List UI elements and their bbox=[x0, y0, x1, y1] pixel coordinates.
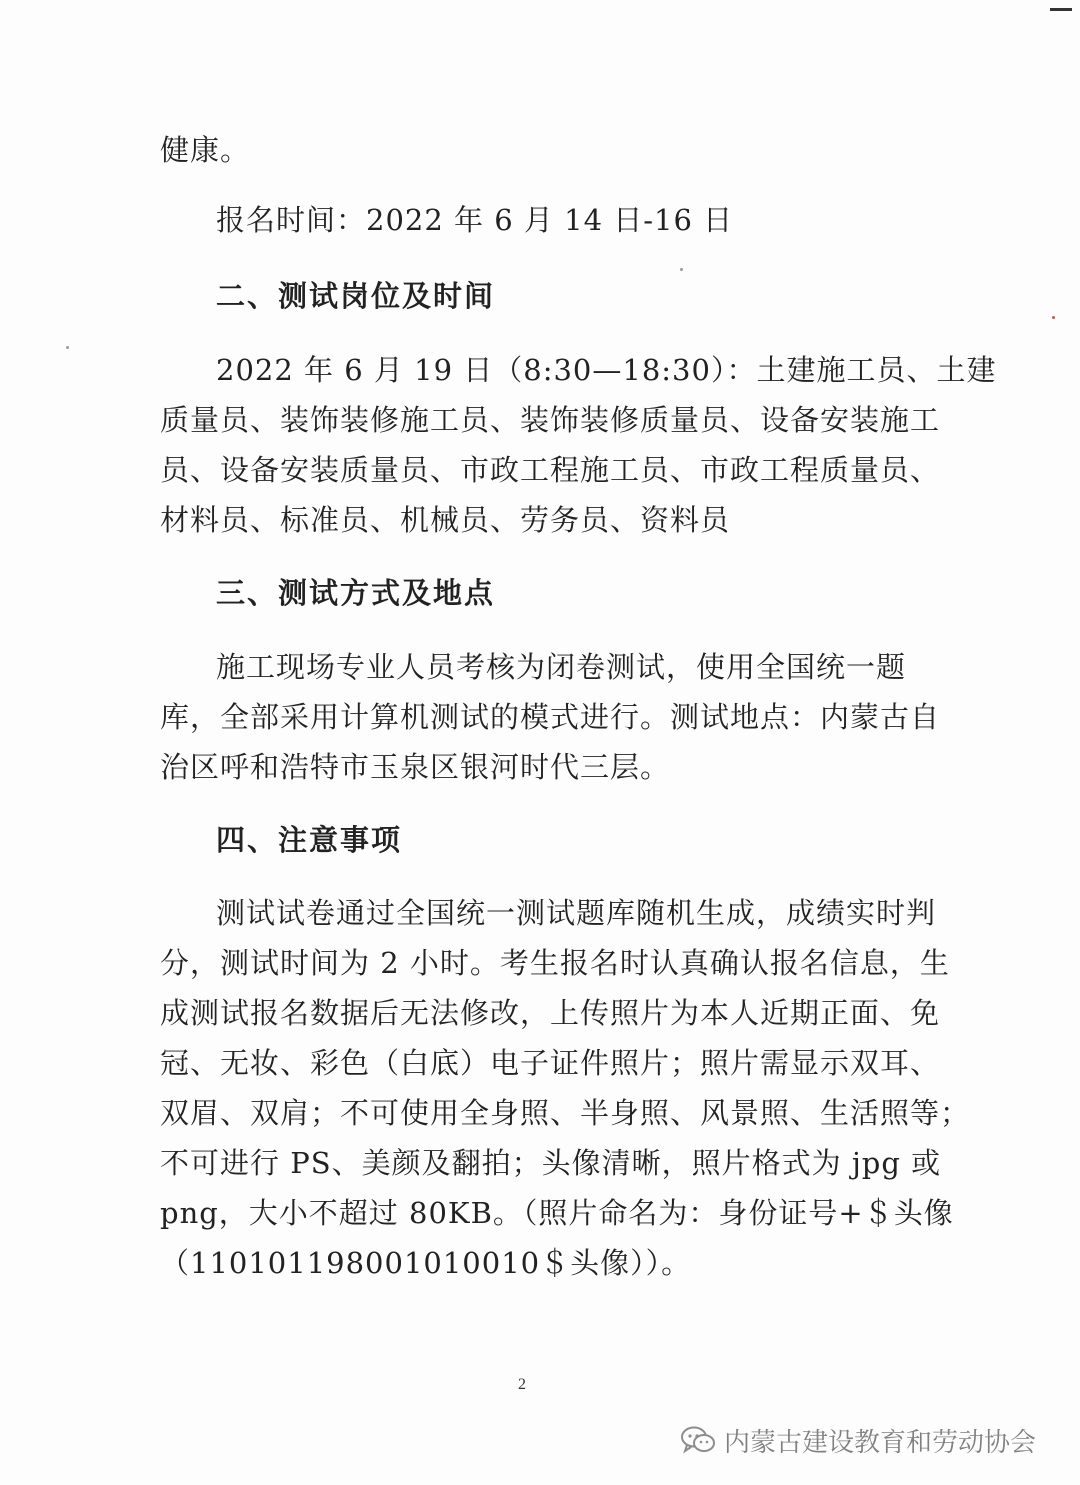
body-line: 施工现场专业人员考核为闭卷测试，使用全国统一题 bbox=[216, 650, 907, 684]
body-line: 成测试报名数据后无法修改，上传照片为本人近期正面、免 bbox=[160, 996, 941, 1030]
body-line: png，大小不超过 80KB。（照片命名为：身份证号+＄头像 bbox=[160, 1196, 954, 1230]
page-number: 2 bbox=[518, 1376, 526, 1393]
body-line: 库，全部采用计算机测试的模式进行。测试地点：内蒙古自 bbox=[160, 700, 941, 734]
scan-speck bbox=[680, 268, 683, 271]
watermark-text: 内蒙古建设教育和劳动协会 bbox=[724, 1427, 1037, 1458]
corner-mark bbox=[1050, 8, 1072, 11]
body-line: 质量员、装饰装修施工员、装饰装修质量员、设备安装施工 bbox=[160, 403, 941, 437]
wechat-icon bbox=[680, 1425, 716, 1455]
registration-time: 报名时间：2022 年 6 月 14 日-16 日 bbox=[216, 203, 734, 237]
scan-speck bbox=[1052, 316, 1055, 319]
section-heading-2: 二、测试岗位及时间 bbox=[216, 279, 496, 313]
watermark bbox=[680, 1418, 1036, 1462]
body-line: 2022 年 6 月 19 日（8:30—18:30）：土建施工员、土建 bbox=[216, 353, 997, 387]
body-line: 治区呼和浩特市玉泉区银河时代三层。 bbox=[160, 750, 671, 784]
body-line: （110101198001010010＄头像））。 bbox=[160, 1246, 692, 1280]
body-line: 冠、无妆、彩色（白底）电子证件照片；照片需显示双耳、 bbox=[160, 1046, 941, 1080]
section-heading-3: 三、测试方式及地点 bbox=[216, 576, 496, 610]
body-line: 分，测试时间为 2 小时。考生报名时认真确认报名信息，生 bbox=[160, 946, 950, 980]
body-line: 双眉、双肩；不可使用全身照、半身照、风景照、生活照等； bbox=[160, 1096, 971, 1130]
section-heading-4: 四、注意事项 bbox=[216, 823, 403, 857]
body-line: 测试试卷通过全国统一测试题库随机生成，成绩实时判 bbox=[216, 896, 937, 930]
body-line: 材料员、标准员、机械员、劳务员、资料员 bbox=[160, 503, 731, 537]
body-line: 不可进行 PS、美颜及翻拍；头像清晰，照片格式为 jpg 或 bbox=[160, 1146, 942, 1180]
body-line: 员、设备安装质量员、市政工程施工员、市政工程质量员、 bbox=[160, 453, 941, 487]
body-line: 健康。 bbox=[160, 133, 251, 167]
scan-speck bbox=[66, 346, 69, 349]
